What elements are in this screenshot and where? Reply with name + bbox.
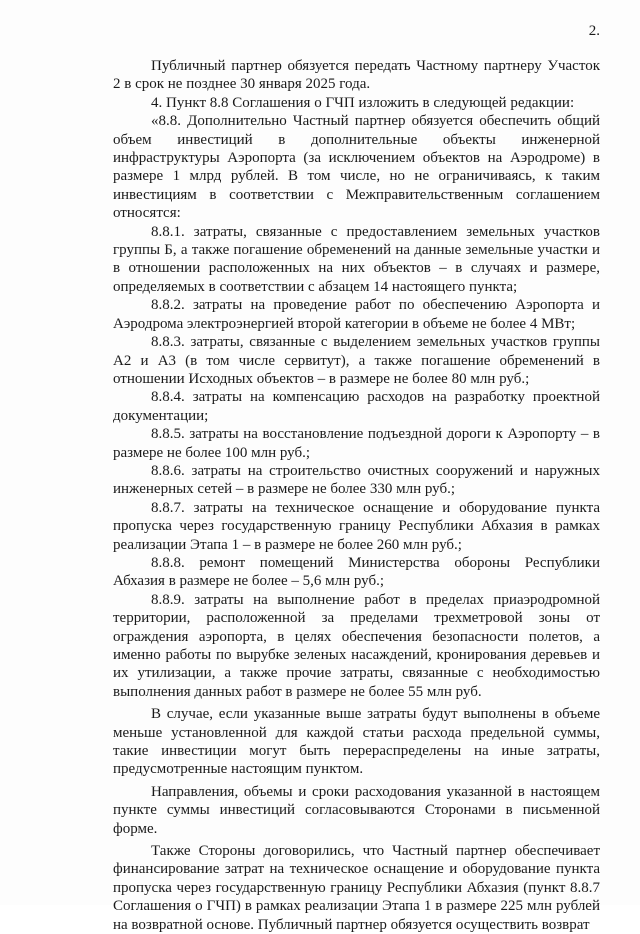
paragraph-item-4: 4. Пункт 8.8 Соглашения о ГЧП изложить в следующей редакции: (151, 94, 575, 111)
paragraph-8-8: «8.8. Дополнительно Частный партнер обязуется обеспечить общий объем инвестиций в дополнительные объекты инженерной инфраструктуры Аэропорта (за исключением объектов на Аэродроме) в размере 1 млрд рублей. В том числе, но не ограничиваясь, к таким инвестициям в соответствии с Межправительственным соглашением относятся: (113, 113, 600, 222)
paragraph-8-8-5: 8.8.5. затраты на восстановление подъездной дороги к Аэропорту – в размере не более 100 млн руб.; (113, 426, 600, 461)
page-number: 2. (588, 23, 600, 39)
paragraph-directions: Направления, объемы и сроки расходования указанной в настоящем пункте суммы инвестиций согласовываются Сторонами в письменной форме. (113, 783, 600, 837)
document-body (113, 57, 600, 934)
paragraph-8-8-2: 8.8.2. затраты на проведение работ по обеспечению Аэропорта и Аэродрома электроэнергией второй категории в объеме не более 4 МВт; (113, 297, 600, 332)
paragraph-financing: Также Стороны договорились, что Частный партнер обеспечивает финансирование затрат на техническое оснащение и оборудование пункта пропуска через государственную границу Республики Абхазия (пункт 8.8.7 Соглашения о ГЧП) в рамках реализации Этапа 1 в размере 225 млн рублей на возвратной основе. Публичный партнер обязуется осуществить возврат (113, 843, 600, 933)
paragraph-8-8-4: 8.8.4. затраты на компенсацию расходов на разработку проектной документации; (113, 389, 600, 424)
paragraph-transfer-plot: Публичный партнер обязуется передать Частному партнеру Участок 2 в срок не позднее 30 января 2025 года. (113, 58, 600, 93)
paragraph-8-8-3: 8.8.3. затраты, связанные с выделением земельных участков группы А2 и А3 (в том числе сервитут), а также погашение обременений в отношении Исходных объектов – в размере не более 80 млн руб.; (113, 334, 600, 387)
paragraph-8-8-6: 8.8.6. затраты на строительство очистных сооружений и наружных инженерных сетей – в размере не более 330 млн руб.; (113, 462, 600, 498)
paragraph-8-8-1: 8.8.1. затраты, связанные с предоставлением земельных участков группы Б, а также погашение обременений на данные земельные участки и в отношении расположенных на них объектов – в случаях и размере, определяемых в соответствии с абзацем 14 настоящего пункта; (113, 223, 600, 295)
paragraph-redistribution: В случае, если указанные выше затраты будут выполнены в объеме меньше установленной для каждой статьи расхода предельной суммы, такие инвестиции могут быть перераспределены на иные затраты, предусмотренные настоящим пунктом. (113, 706, 600, 778)
paragraph-8-8-7: 8.8.7. затраты на техническое оснащение и оборудование пункта пропуска через государственную границу Республики Абхазия в рамках реализации Этапа 1 – в размере не более 260 млн руб.; (113, 499, 600, 553)
paragraph-8-8-8: 8.8.8. ремонт помещений Министерства обороны Республики Абхазия в размере не более – 5,6 млн руб.; (113, 554, 600, 590)
paragraph-8-8-9: 8.8.9. затраты на выполнение работ в пределах приаэродромной территории, расположенной за пределами трехметровой зоны от ограждения аэропорта, в целях обеспечения безопасности полетов, а именно работы по вырубке зеленых насаждений, кронирования деревьев и их утилизации, а также прочие затраты, связанные с необходимостью выполнения данных работ в размере не более 55 млн руб. (113, 591, 600, 700)
